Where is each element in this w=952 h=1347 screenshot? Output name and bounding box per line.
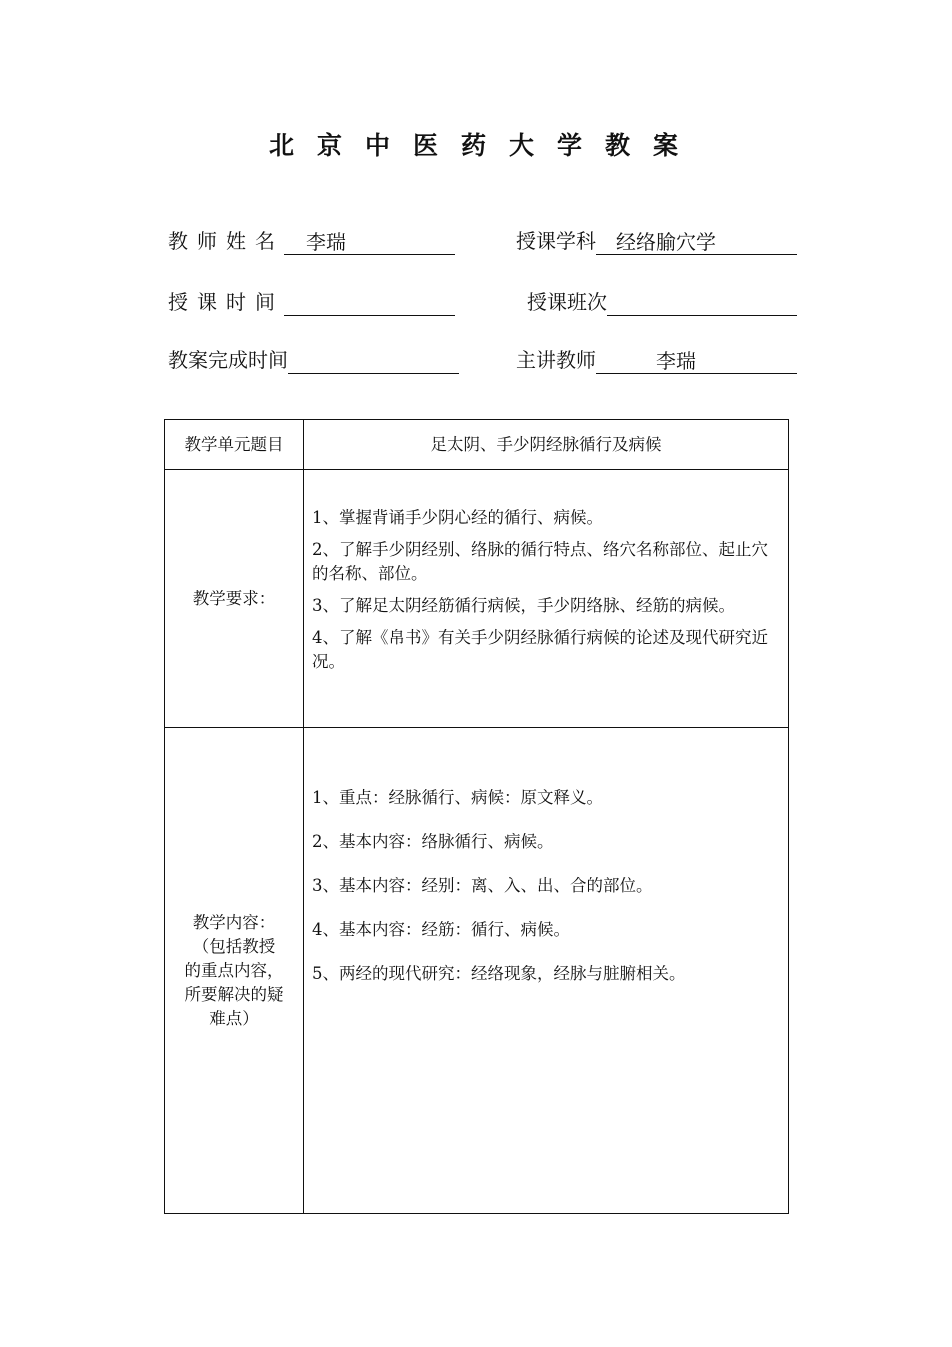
- lecturer-value: 李瑞: [596, 348, 797, 374]
- requirements-cell: [304, 470, 789, 728]
- subject-field: [516, 227, 797, 255]
- requirements-label: 教学要求：: [165, 470, 304, 728]
- content-label-line: （包括教授: [192, 936, 276, 956]
- lecturer-label: 主讲教师: [516, 348, 596, 372]
- content-item: 3、基本内容：经别：离、入、出、合的部位。: [312, 875, 653, 895]
- content-list: [304, 746, 788, 1196]
- content-item: 4、基本内容：经筋：循行、病候。: [312, 919, 570, 939]
- unit-title: 足太阴、手少阴经脉循行及病候: [304, 420, 789, 470]
- content-label-line: 所要解决的疑: [184, 984, 284, 1004]
- content-item: 5、两经的现代研究：经络现象，经脉与脏腑相关。: [312, 963, 686, 983]
- requirement-item: 4、了解《帛书》有关手少阴经脉循行病候的论述及现代研究近况。: [312, 627, 768, 671]
- requirements-row: [165, 470, 789, 728]
- requirement-item: 2、了解手少阴经别、络脉的循行特点、络穴名称部位、起止穴的名称、部位。: [312, 539, 768, 583]
- subject-label: 授课学科: [516, 229, 596, 253]
- content-label-line: 难点）: [209, 1008, 259, 1028]
- unit-row: [165, 420, 789, 470]
- time-value: [284, 290, 455, 316]
- content-row: [165, 728, 789, 1214]
- requirement-item: 1、掌握背诵手少阴心经的循行、病候。: [312, 507, 603, 527]
- time-field: [168, 288, 455, 316]
- lecturer-field: [516, 346, 797, 374]
- class-label: 授课班次: [527, 290, 607, 314]
- subject-value: 经络腧穴学: [596, 229, 797, 255]
- teacher-name-value: 李瑞: [284, 229, 455, 255]
- requirements-list: [304, 480, 788, 718]
- requirement-item: 3、了解足太阴经筋循行病候，手少阴络脉、经筋的病候。: [312, 595, 735, 615]
- completion-time-value: [288, 348, 459, 374]
- unit-label: 教学单元题目: [165, 420, 304, 470]
- teacher-name-field: [168, 227, 455, 255]
- content-label-line: 的重点内容，: [184, 960, 284, 980]
- content-label-line: 教学内容：: [192, 912, 276, 932]
- completion-time-field: [168, 346, 459, 374]
- content-item: 2、基本内容：络脉循行、病候。: [312, 831, 554, 851]
- class-field: [527, 288, 797, 316]
- teacher-name-label: 教师姓名: [168, 229, 284, 253]
- document-title: 北京中医药大学教案: [268, 131, 701, 160]
- lesson-plan-table: [164, 419, 789, 1214]
- class-value: [607, 290, 797, 316]
- time-label: 授课时间: [168, 290, 284, 314]
- completion-time-label: 教案完成时间: [168, 348, 288, 372]
- content-label: [165, 728, 304, 1214]
- content-cell: [304, 728, 789, 1214]
- content-item: 1、重点：经脉循行、病候：原文释义。: [312, 787, 603, 807]
